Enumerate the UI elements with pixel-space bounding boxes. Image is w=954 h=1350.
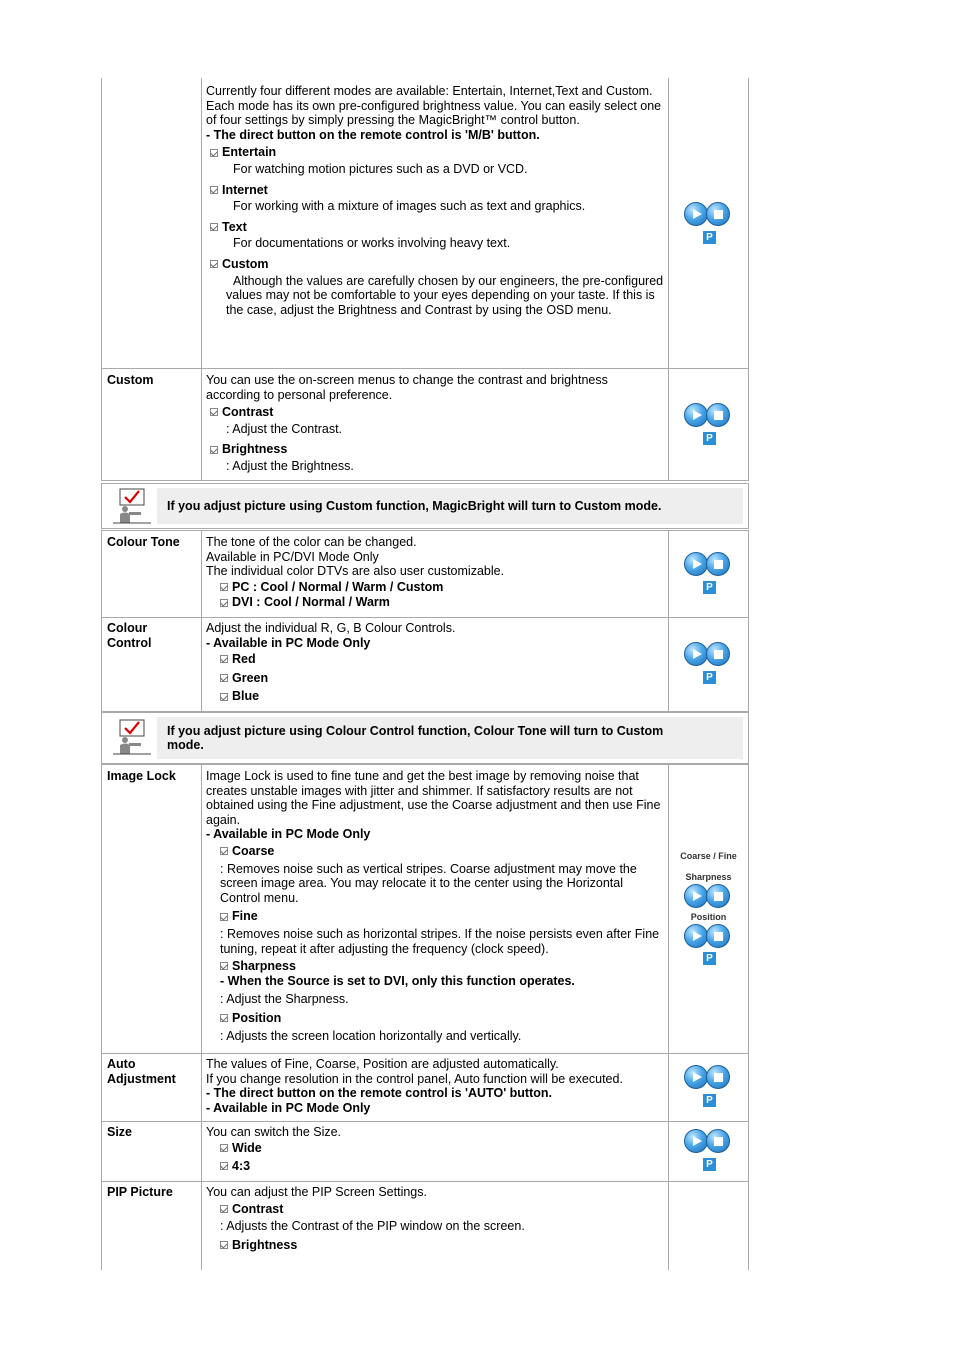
colour-control-note-text: If you adjust picture using Colour Control function, Colour Tone will turn to Custom mode.	[157, 717, 743, 759]
stop-button-icon[interactable]	[706, 202, 730, 226]
p-icon[interactable]: P	[703, 231, 716, 244]
row-label-empty	[102, 78, 202, 368]
colour-red: Red	[206, 652, 664, 667]
play-button-icon[interactable]	[684, 884, 708, 908]
checkbox-icon	[220, 1241, 228, 1249]
custom-label: Custom	[102, 369, 202, 480]
size-4-3: 4:3	[206, 1159, 664, 1174]
magicbright-intro-2: Each mode has its own pre-configured brightness value. You can easily select one of four settings by simply pressing the MagicBright™ control button.	[206, 98, 662, 128]
custom-content	[202, 369, 669, 480]
custom-mode-note	[101, 483, 749, 529]
custom-row	[101, 368, 749, 481]
custom-contrast-desc: : Adjust the Contrast.	[226, 421, 343, 436]
stop-button-icon[interactable]	[706, 403, 730, 427]
auto-avail: - Available in PC Mode Only	[206, 1100, 371, 1115]
stop-button-icon[interactable]	[706, 924, 730, 948]
stop-button-icon[interactable]	[706, 642, 730, 666]
size-label: Size	[102, 1121, 202, 1181]
custom-text: You can use the on-screen menus to change the contrast and brightness according to personal preference.	[206, 373, 608, 402]
pip-picture-row	[101, 1181, 749, 1270]
checkbox-icon	[220, 913, 228, 921]
play-button-icon[interactable]	[684, 552, 708, 576]
stop-button-icon[interactable]	[706, 1065, 730, 1089]
auto-line-1: The values of Fine, Coarse, Position are adjusted automatically.	[206, 1057, 559, 1071]
remote-buttons-cell	[669, 369, 748, 480]
image-lock-label: Image Lock	[102, 765, 202, 1053]
remote-buttons-cell	[669, 531, 748, 617]
colour-tone-label: Colour Tone	[102, 531, 202, 617]
magicbright-row	[101, 78, 749, 369]
image-lock-fine-desc: : Removes noise such as horizontal stripes. If the noise persists even after Fine tuning, repeat it after adjusting the frequency (clock speed).	[220, 926, 660, 956]
image-lock-row	[101, 764, 749, 1054]
custom-brightness-desc: : Adjust the Brightness.	[226, 458, 354, 473]
colour-control-text: Adjust the individual R, G, B Colour Controls.	[206, 621, 456, 635]
pip-picture-content	[202, 1181, 669, 1270]
checkbox-icon	[220, 1205, 228, 1213]
image-lock-avail: - Available in PC Mode Only	[206, 827, 371, 842]
colour-tone-line-2: Available in PC/DVI Mode Only	[206, 549, 379, 564]
magicbright-intro-1: Currently four different modes are available: Entertain, Internet,Text and Custom.	[206, 84, 653, 98]
pip-contrast: Contrast	[206, 1202, 664, 1217]
colour-control-row	[101, 617, 749, 712]
mode-entertain: Entertain	[206, 145, 664, 160]
auto-line-2: If you change resolution in the control panel, Auto function will be executed.	[206, 1071, 623, 1086]
mode-entertain-desc: For watching motion pictures such as a DVD or VCD.	[233, 161, 528, 176]
remote-buttons-cell	[669, 1121, 748, 1181]
play-button-icon[interactable]	[684, 924, 708, 948]
auto-adjustment-content	[202, 1053, 669, 1121]
mode-internet: Internet	[206, 183, 664, 198]
colour-tone-line-3: The individual color DTVs are also user customizable.	[206, 564, 505, 579]
checkbox-icon	[220, 962, 228, 970]
auto-adjustment-row	[101, 1053, 749, 1122]
colour-control-content	[202, 617, 669, 711]
pip-picture-label: PIP Picture	[102, 1181, 202, 1270]
checkbox-icon	[220, 693, 228, 701]
colour-control-label: Colour Control	[102, 617, 202, 711]
colour-tone-pc: PC : Cool / Normal / Warm / Custom	[206, 580, 664, 595]
p-icon[interactable]: P	[703, 671, 716, 684]
custom-contrast: Contrast	[206, 405, 664, 420]
play-button-icon[interactable]	[684, 403, 708, 427]
colour-tone-line-1: The tone of the color can be changed.	[206, 535, 417, 549]
p-icon[interactable]: P	[703, 952, 716, 965]
colour-green: Green	[206, 671, 664, 686]
auto-direct: - The direct button on the remote control is 'AUTO' button.	[206, 1086, 552, 1101]
remote-buttons-cell	[669, 78, 748, 368]
side-label-position: Position	[690, 912, 727, 922]
image-lock-sharpness: Sharpness	[206, 959, 664, 974]
checkbox-icon	[220, 847, 228, 855]
checkbox-icon	[210, 149, 218, 157]
side-label-coarse-fine: Coarse / Fine	[680, 851, 737, 861]
checkbox-icon	[220, 1162, 228, 1170]
mode-text: Text	[206, 220, 664, 235]
p-icon[interactable]: P	[703, 432, 716, 445]
stop-button-icon[interactable]	[706, 884, 730, 908]
pip-text: You can adjust the PIP Screen Settings.	[206, 1185, 427, 1199]
custom-mode-note-text: If you adjust picture using Custom function, MagicBright will turn to Custom mode.	[157, 488, 743, 524]
image-lock-text: Image Lock is used to fine tune and get the best image by removing noise that creates unstable images with jitter and shimmer. If satisfactory results are not obtained using the Fine adjustment, use the Coarse adjustment and then use Fine again.	[206, 769, 661, 827]
play-button-icon[interactable]	[684, 1065, 708, 1089]
note-check-person-icon	[111, 719, 153, 755]
p-icon[interactable]: P	[703, 581, 716, 594]
mode-internet-desc: For working with a mixture of images such as text and graphics.	[233, 199, 586, 214]
checkbox-icon	[210, 186, 218, 194]
pip-contrast-desc: : Adjusts the Contrast of the PIP window on the screen.	[220, 1219, 525, 1234]
empty-cell	[669, 1181, 748, 1270]
colour-tone-dvi: DVI : Cool / Normal / Warm	[206, 595, 664, 610]
checkbox-icon	[210, 260, 218, 268]
checkbox-icon	[220, 674, 228, 682]
image-lock-fine: Fine	[206, 909, 664, 924]
p-icon[interactable]: P	[703, 1094, 716, 1107]
colour-tone-row	[101, 530, 749, 618]
checkbox-icon	[220, 1144, 228, 1152]
mode-text-desc: For documentations or works involving heavy text.	[233, 236, 511, 251]
image-lock-content	[202, 765, 669, 1053]
p-icon[interactable]: P	[703, 1158, 716, 1171]
image-lock-coarse: Coarse	[206, 844, 664, 859]
size-row	[101, 1121, 749, 1182]
colour-control-note	[101, 712, 749, 764]
mode-custom-desc: Although the values are carefully chosen by our engineers, the pre-configured values may not be comfortable to your eyes depending on your taste. If this is the case, adjust the Brightness and Contrast by using the OSD menu.	[226, 273, 664, 317]
colour-control-avail: - Available in PC Mode Only	[206, 635, 371, 650]
stop-button-icon[interactable]	[706, 1129, 730, 1153]
image-lock-position: Position	[206, 1011, 664, 1026]
play-button-icon[interactable]	[684, 202, 708, 226]
image-lock-sharpness-desc: : Adjust the Sharpness.	[220, 992, 349, 1007]
pip-brightness: Brightness	[206, 1238, 664, 1253]
remote-buttons-cell	[669, 617, 748, 711]
image-lock-sharpness-note: - When the Source is set to DVI, only this function operates.	[220, 973, 575, 988]
size-content	[202, 1121, 669, 1181]
size-wide: Wide	[206, 1141, 664, 1156]
image-lock-coarse-desc: : Removes noise such as vertical stripes. Coarse adjustment may move the screen image area. You may relocate it to the center using the Horizontal Control menu.	[220, 861, 637, 905]
remote-buttons-cell	[669, 765, 748, 1053]
colour-tone-content	[202, 531, 669, 617]
magicbright-content	[202, 78, 669, 368]
remote-buttons-cell	[669, 1053, 748, 1121]
side-label-sharpness: Sharpness	[685, 872, 732, 882]
checkbox-icon	[220, 583, 228, 591]
size-text: You can switch the Size.	[206, 1125, 342, 1139]
colour-blue: Blue	[206, 689, 664, 704]
checkbox-icon	[220, 655, 228, 663]
checkbox-icon	[220, 599, 228, 607]
mode-custom: Custom	[206, 257, 664, 272]
checkbox-icon	[210, 223, 218, 231]
checkbox-icon	[210, 446, 218, 454]
stop-button-icon[interactable]	[706, 552, 730, 576]
note-check-person-icon	[111, 488, 153, 524]
checkbox-icon	[210, 408, 218, 416]
play-button-icon[interactable]	[684, 642, 708, 666]
image-lock-position-desc: : Adjusts the screen location horizontally and vertically.	[220, 1028, 522, 1043]
auto-adjustment-label: Auto Adjustment	[102, 1053, 202, 1121]
checkbox-icon	[220, 1014, 228, 1022]
magicbright-direct-note: - The direct button on the remote control is 'M/B' button.	[206, 127, 540, 142]
play-button-icon[interactable]	[684, 1129, 708, 1153]
custom-brightness: Brightness	[206, 442, 664, 457]
